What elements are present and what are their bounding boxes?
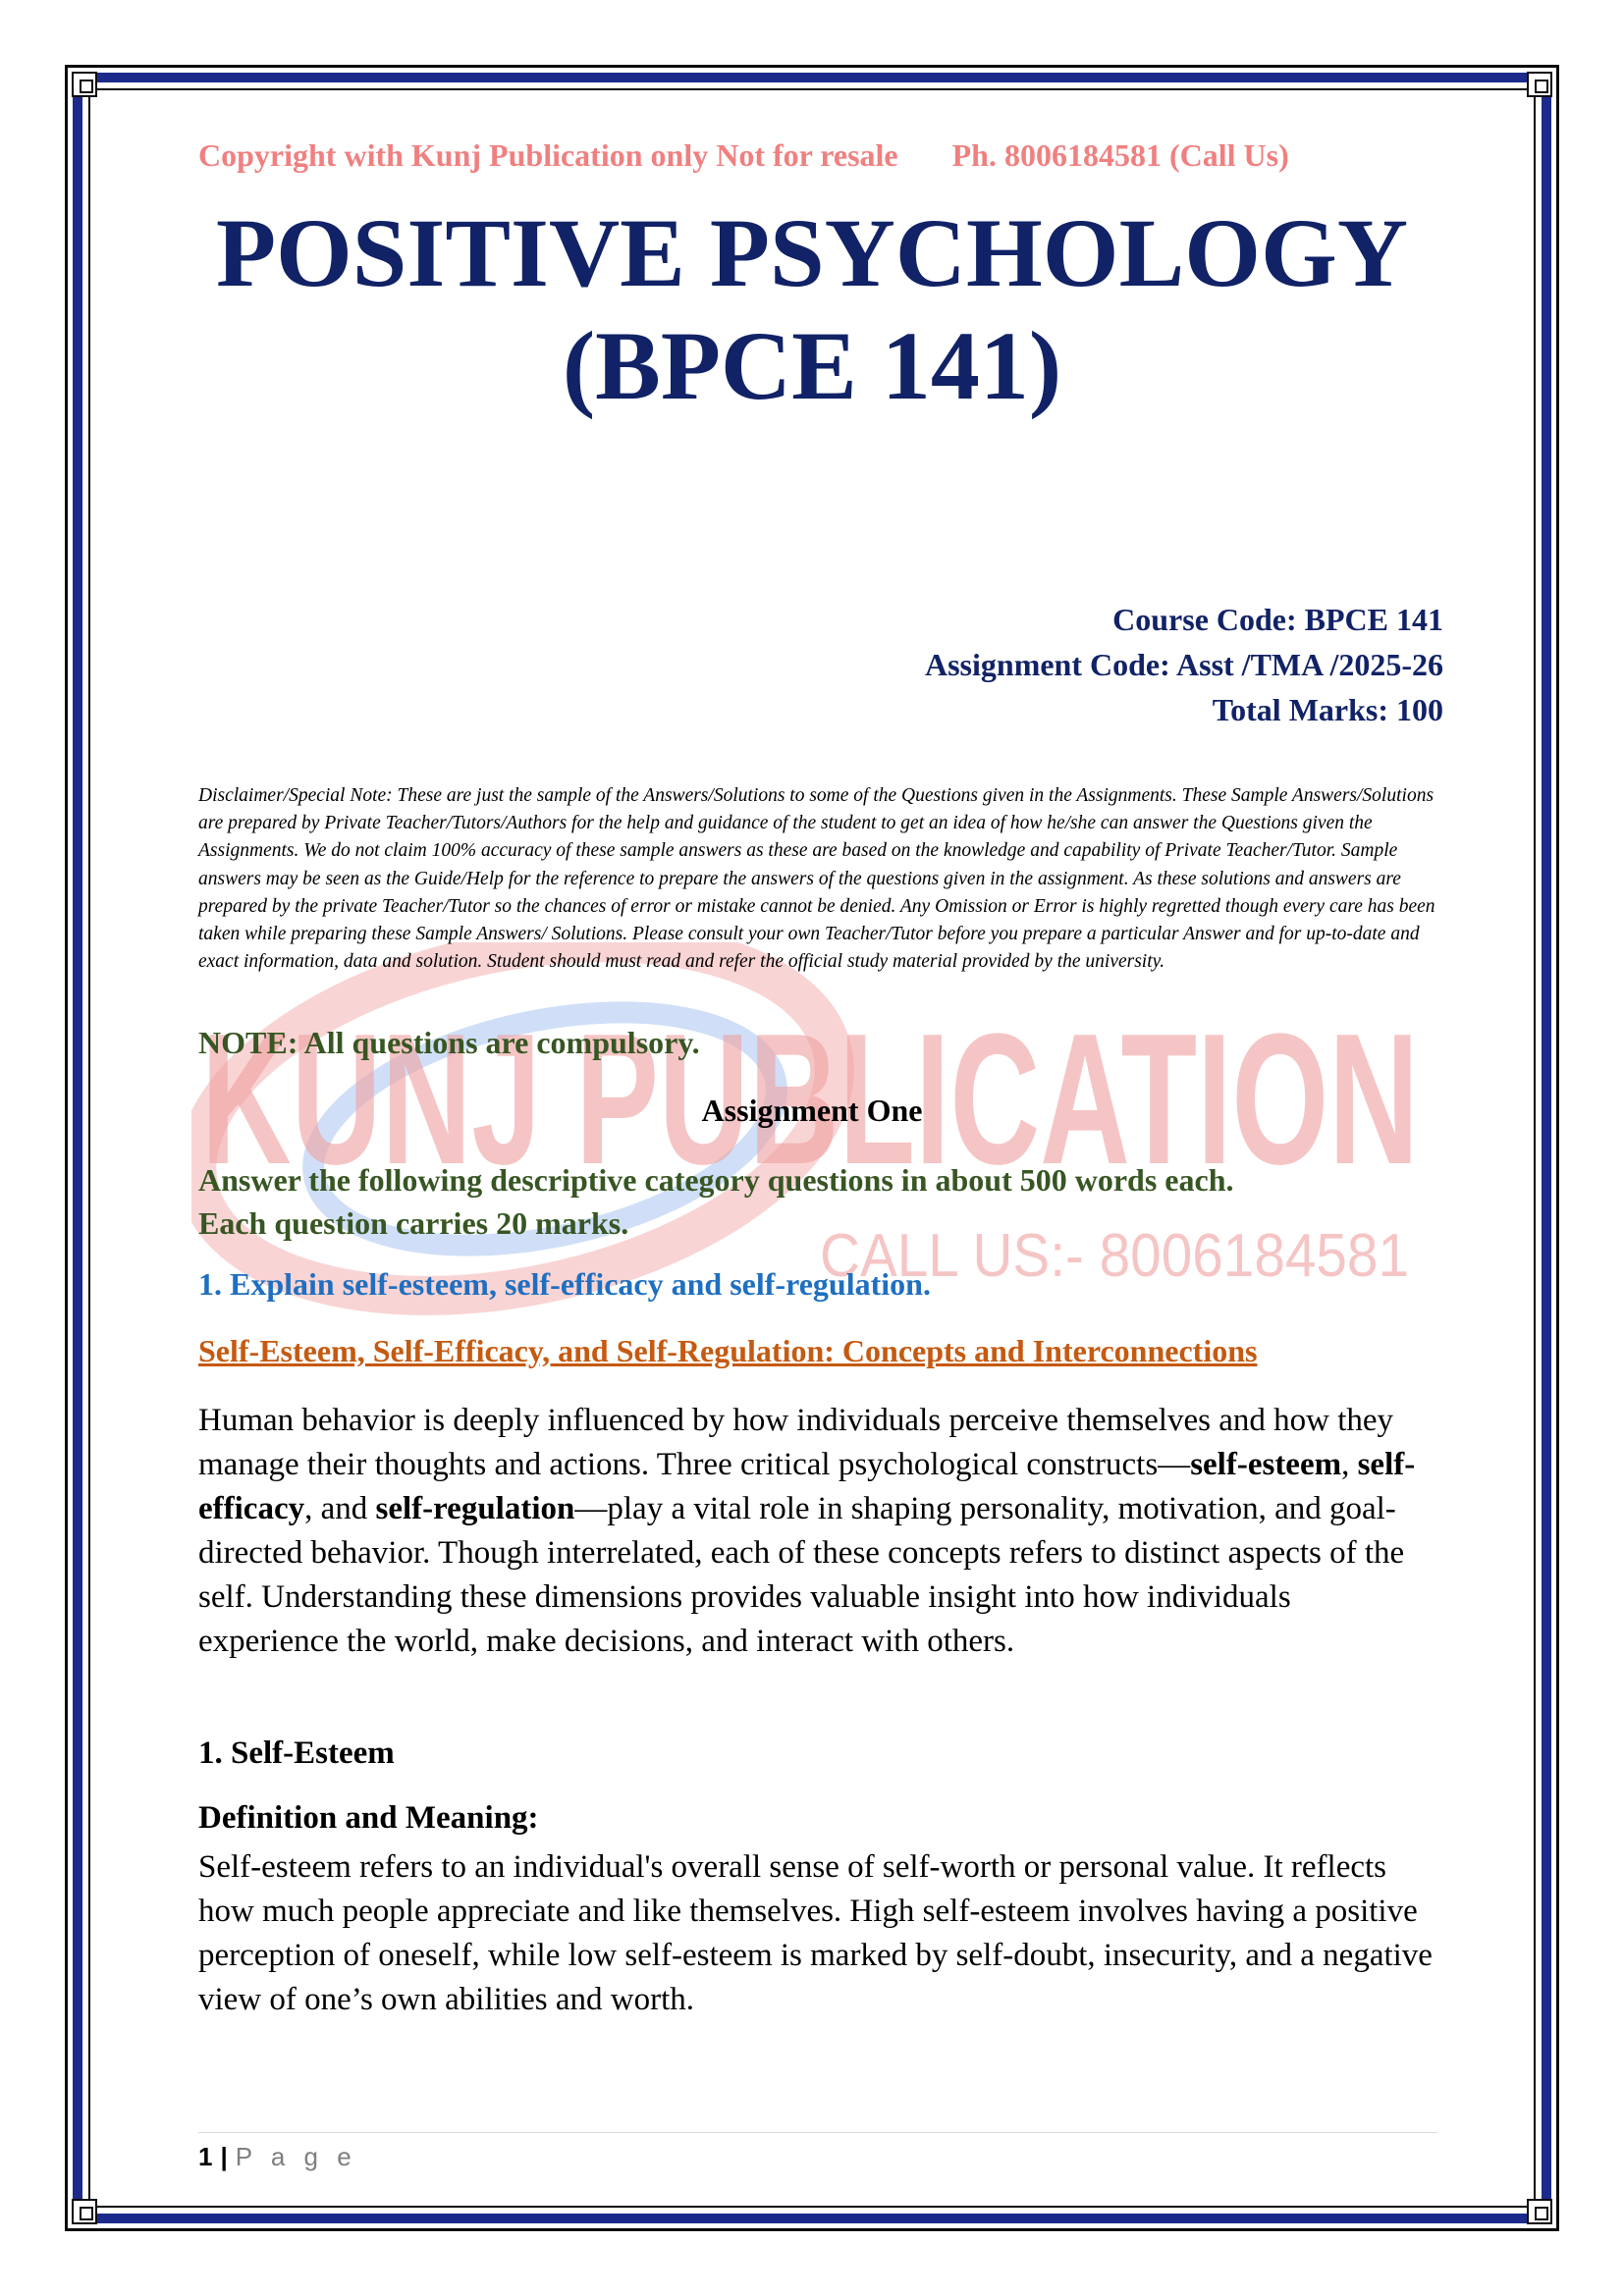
page-title bbox=[147, 196, 1477, 422]
footer-separator: | bbox=[220, 2142, 228, 2171]
title-line-1: POSITIVE PSYCHOLOGY bbox=[215, 198, 1409, 307]
title-line-2: (BPCE 141) bbox=[562, 311, 1062, 420]
border-corner-top-right bbox=[1527, 72, 1552, 97]
intro-text-2: —play a vital role in shaping personality, motivation, and goal-directed behavior. Though interrelated, each of these concepts refers to distinct aspects of the self. Understanding these dimensions provides valuable insight into how individuals experience the world, make decisions, and interact with others. bbox=[198, 1491, 1405, 1659]
border-corner-bottom-left bbox=[72, 2199, 97, 2224]
intro-sep-1: , bbox=[1341, 1447, 1358, 1482]
copyright-text: Copyright with Kunj Publication only Not for resale bbox=[198, 137, 898, 173]
term-self-esteem: self-esteem bbox=[1190, 1447, 1342, 1482]
term-self-regulation: self-regulation bbox=[375, 1491, 575, 1526]
watermark-call: CALL US:- 8006184581 bbox=[820, 1222, 1409, 1290]
assignment-title: Assignment One bbox=[701, 1093, 923, 1128]
watermark-brand: KUNJ PUBLICATION bbox=[201, 995, 1419, 1203]
course-code: Course Code: BPCE 141 bbox=[1112, 602, 1443, 637]
compulsory-note: NOTE: All questions are compulsory. bbox=[198, 1025, 700, 1060]
instructions-line-2: Each question carries 20 marks. bbox=[198, 1205, 629, 1241]
definition-heading: Definition and Meaning: bbox=[198, 1800, 539, 1836]
intro-paragraph bbox=[198, 1399, 1437, 1664]
total-marks: Total Marks: 100 bbox=[1212, 692, 1443, 727]
footer-divider bbox=[198, 2132, 1437, 2133]
page-footer bbox=[198, 2142, 357, 2172]
section-heading: Self-Esteem, Self-Efficacy, and Self-Regulation: Concepts and Interconnections bbox=[198, 1333, 1258, 1368]
border-corner-top-left bbox=[72, 72, 97, 97]
instructions-line-1: Answer the following descriptive category questions in about 500 words each. bbox=[198, 1162, 1234, 1198]
border-corner-bottom-right bbox=[1527, 2199, 1552, 2224]
page-number: 1 bbox=[198, 2142, 213, 2171]
instructions bbox=[198, 1158, 1437, 1245]
copyright-header bbox=[198, 137, 1435, 174]
phone-text: Ph. 8006184581 (Call Us) bbox=[951, 137, 1289, 173]
subheading-self-esteem: 1. Self-Esteem bbox=[198, 1735, 395, 1771]
disclaimer-note: Disclaimer/Special Note: These are just the sample of the Answers/Solutions to some of the Questions given in the Assignments. These Sample Answers/Solutions are prepared by Private Teacher/Tutors/Authors for the help and guidance of the student to get an idea of how he/she can answer the Questions given the Assignments. We do not claim 100% accuracy of these sample answers as these are based on the knowledge and capability of Private Teacher/Tutor. Sample answers may be seen as the Guide/Help for the reference to prepare the answers of the questions given in the assignment. As these solutions and answers are prepared by the private Teacher/Tutor so the chances of error or mistake cannot be denied. Any Omission or Error is highly regretted though every care has been taken while preparing these Sample Answers/ Solutions. Please consult your own Teacher/Tutor before you prepare a particular Answer and for up-to-date and exact information, data and solution. Student should must read and refer the official study material provided by the university. bbox=[198, 785, 1435, 973]
definition-paragraph: Self-esteem refers to an individual's overall sense of self-worth or personal value. It reflects how much people appreciate and like themselves. High self-esteem involves having a positive perception of oneself, while low self-esteem is marked by self-doubt, insecurity, and a negative view of one’s own abilities and worth. bbox=[198, 1849, 1433, 2017]
term-self-efficacy: self-efficacy bbox=[198, 1447, 1416, 1526]
intro-text-1: Human behavior is deeply influenced by how individuals perceive themselves and how they manage their thoughts and actions. Three critical psychological constructs— bbox=[198, 1403, 1394, 1482]
page-label: P a g e bbox=[235, 2142, 357, 2171]
intro-sep-2: , and bbox=[304, 1491, 376, 1526]
course-codes bbox=[925, 597, 1443, 732]
assignment-code: Assignment Code: Asst /TMA /2025-26 bbox=[924, 647, 1443, 682]
question-1: 1. Explain self-esteem, self-efficacy and self-regulation. bbox=[198, 1266, 931, 1302]
